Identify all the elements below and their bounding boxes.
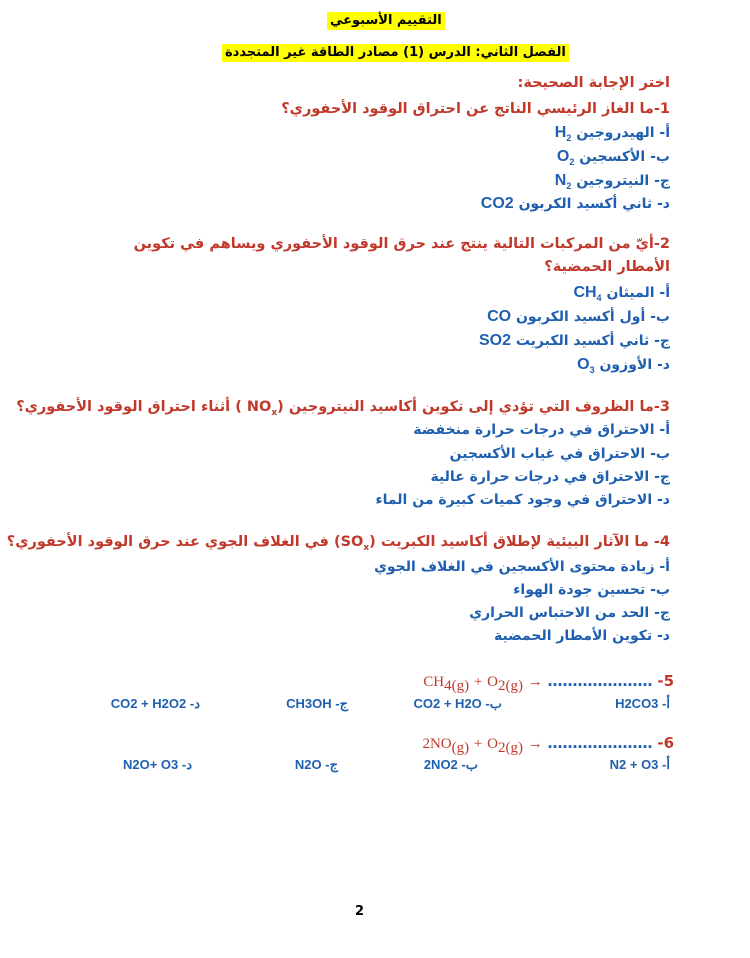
q1-option-d-formula: CO2: [480, 195, 514, 212]
q5-equation: $CH_{4(g)} + O_{2(g)}$ → …………………: [423, 672, 653, 694]
page-number: 2: [355, 904, 365, 919]
q1-option-b-formula: $O_2$: [556, 148, 575, 168]
q1-option-a-formula: $H_2$: [554, 124, 572, 144]
question-6: 6- $2NO_{(g)} + O_{2(g)}$ → …………………: [422, 734, 674, 756]
q5-option-d: د- CO2 + H2O2: [110, 696, 200, 711]
q3-option-c: ج- الاحتراق في درجات حرارة عالية: [430, 469, 670, 485]
q3-option-b: ب- الاحتراق في غياب الأكسجين: [449, 446, 670, 462]
q3-formula: ( $NO_x$): [235, 399, 284, 418]
q6-option-c: ج- N2O: [294, 757, 338, 772]
q5-option-b: ب- CO2 + H2O: [413, 696, 502, 711]
q3-option-a: أ- الاحتراق في درجات حرارة منخفضة: [413, 422, 670, 438]
q5-option-c: ج- CH3OH: [286, 696, 348, 711]
q2-option-b: ب- أول أكسيد الكربون CO: [487, 305, 670, 329]
q6-equation: $2NO_{(g)} + O_{2(g)}$ → …………………: [422, 734, 653, 756]
q3-option-d: د- الاحتراق في وجود كميات كبيرة من الماء: [375, 492, 670, 508]
q4-formula: $(SO_x)$: [333, 534, 376, 553]
q1-option-b: ب- الأكسجين $O_2$: [557, 145, 670, 174]
q4-option-b: ب- تحسين جودة الهواء: [513, 582, 670, 598]
instruction: اختر الإجابة الصحيحة:: [517, 75, 670, 91]
q1-option-c: ج- النيتروجين $N_2$: [555, 169, 670, 198]
q2-option-a: أ- الميثان $CH_4$: [573, 281, 670, 310]
page-title: التقييم الأسبوعي: [327, 12, 445, 30]
question-2: 2-أيّ من المركبات التالية ينتج عند حرق الوقود الأحفوري ويساهم في تكوين الأمطار الحمضية؟: [133, 236, 670, 275]
q2-option-a-formula: $CH_4$: [573, 284, 602, 304]
q2-option-c-formula: SO2: [478, 332, 511, 349]
q5-option-a: أ- H2CO3: [615, 696, 670, 711]
question-5: 5- $CH_{4(g)} + O_{2(g)}$ → …………………: [423, 672, 674, 694]
q1-option-a: أ- الهيدروجين $H_2$: [555, 121, 670, 150]
q6-option-b: ب- 2NO2: [423, 757, 478, 772]
q2-option-c: ج- ثاني أكسيد الكبريت SO2: [479, 329, 670, 353]
question-3: 3-ما الظروف التي تؤدي إلى تكوين أكاسيد النيتروجين ( $NO_x$) أثناء احتراق الوقود الأحفوري؟: [16, 396, 670, 425]
q2-option-d: د- الأوزون $O_3$: [577, 353, 670, 382]
question-1: 1-ما الغاز الرئيسي الناتج عن احتراق الوقود الأحفوري؟: [281, 101, 670, 117]
q4-option-d: د- تكوين الأمطار الحمضية: [493, 628, 670, 644]
q1-option-d: د- ثاني أكسيد الكربون CO2: [481, 192, 670, 216]
q2-option-d-formula: $O_3$: [577, 356, 595, 376]
lesson-title: الفصل الثاني: الدرس (1) مصادر الطاقة غير المتجددة: [222, 44, 569, 62]
q6-option-a: أ- N2 + O3: [609, 757, 670, 772]
q4-option-c: ج- الحد من الاحتباس الحراري: [469, 605, 670, 621]
q4-option-a: أ- زيادة محتوى الأكسجين في الغلاف الجوي: [374, 559, 670, 575]
question-4: 4- ما الآثار البيئية لإطلاق أكاسيد الكبريت $(SO_x)$ في الغلاف الجوي عند حرق الوقود الأحفوري؟: [7, 531, 670, 560]
q1-option-c-formula: $N_2$: [554, 172, 572, 192]
q2-option-b-formula: CO: [487, 308, 512, 325]
q6-option-d: د- N2O+ O3: [122, 757, 192, 772]
